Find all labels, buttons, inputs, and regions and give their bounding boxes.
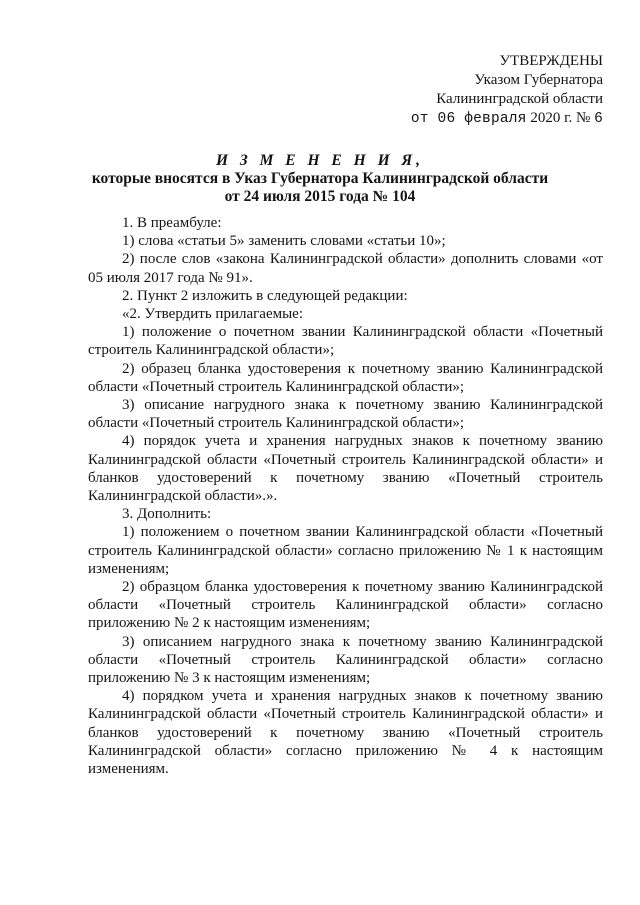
paragraph: 1) положение о почетном звании Калининградской области «Почетный строитель Калининградской области»; [88, 324, 603, 359]
document-body [88, 214, 603, 778]
approval-title: УТВЕРЖДЕНЫ [499, 53, 603, 69]
paragraph: 1. В преамбуле: [122, 215, 222, 231]
paragraph: 4) порядком учета и хранения нагрудных знаков к почетному званию Калининградской области «Почетный строитель Калининградской области» и бланков удостоверений к почетному званию «Почетный строитель Калининградской области» согласно приложению № 4 к настоящим изменениям. [88, 688, 603, 778]
paragraph: 3. Дополнить: [122, 506, 212, 523]
document-heading [0, 152, 640, 206]
paragraph: 1) слова «статьи 5» заменить словами «статьи 10»; [122, 233, 446, 250]
approval-stamp [411, 52, 603, 129]
paragraph: 2) после слов «закона Калининградской области» дополнить словами «от 05 июля 2017 года № 91». [88, 251, 603, 286]
approval-date: от 06 февраля [410, 111, 527, 127]
heading-reference: от 24 июля 2015 года № 104 [224, 188, 416, 205]
approval-authority: Указом Губернатора [474, 72, 603, 88]
paragraph: 1) положением о почетном звании Калининградской области «Почетный строитель Калининградской области» согласно приложению № 1 к настоящим изменениям; [88, 524, 603, 577]
approval-year: 2020 г. № [530, 110, 591, 126]
paragraph: 3) описание нагрудного знака к почетному званию Калининградской области «Почетный строитель Калининградской области»; [88, 397, 603, 432]
heading-subject: которые вносятся в Указ Губернатора Калининградской области [91, 170, 549, 187]
approval-number: 6 [594, 111, 603, 127]
heading-word: И З М Е Н Е Н И Я, [215, 152, 425, 169]
paragraph: 2) образец бланка удостоверения к почетному званию Калининградской области «Почетный строитель Калининградской области»; [88, 360, 603, 395]
paragraph: «2. Утвердить прилагаемые: [122, 306, 303, 323]
paragraph: 2. Пункт 2 изложить в следующей редакции: [122, 287, 408, 304]
paragraph: 4) порядок учета и хранения нагрудных знаков к почетному званию Калининградской области «Почетный строитель Калининградской области» и бланков удостоверений к почетному званию «Почетный строитель Калининградской области».». [88, 433, 603, 505]
approval-date-line [411, 109, 603, 129]
paragraph: 3) описанием нагрудного знака к почетному званию Калининградской области «Почетный строитель Калининградской области» согласно приложению № 3 к настоящим изменениям; [88, 633, 603, 687]
paragraph: 2) образцом бланка удостоверения к почетному званию Калининградской области «Почетный строитель Калининградской области» согласно приложению № 2 к настоящим изменениям; [88, 579, 603, 632]
approval-region: Калининградской области [436, 91, 603, 107]
